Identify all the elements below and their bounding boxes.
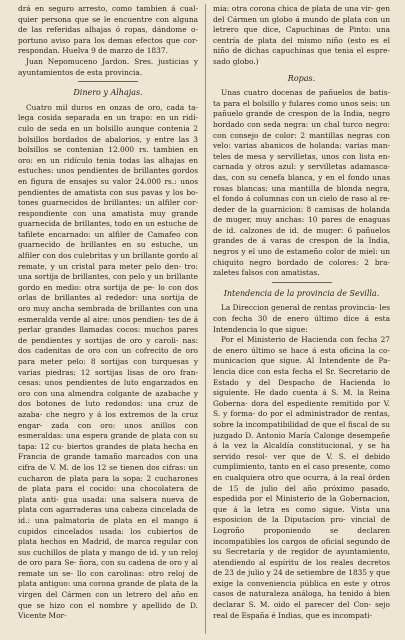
- paragraph-direccion: La Direccion general de rentas provincia- les con fecha 30 de enero último dice á esta Intendencia lo que sigue:: [213, 303, 390, 334]
- column-divider: [205, 4, 206, 634]
- left-column: [18, 4, 198, 640]
- section-heading-intendencia: Intendencia de la provincia de Sevilla.: [223, 288, 380, 298]
- section-heading-ropas: Ropas.: [287, 73, 316, 83]
- section-heading-dinero: Dinero y Alhajas.: [73, 88, 143, 98]
- paragraph-alhajas-cont: mia: otra corona chica de plata de una vir- gen del Cármen un globo á mundo de plata con un letrero que dice, Capuchinas de Pinto: una centría de plata del mismo niño (esto es el niño de dichas capuchinas que tenia el espre- sado globo.): [213, 4, 390, 66]
- paragraph-notice-end: drá en seguro arresto, como tambien á cual- quier persona que se le encuentre con alguna de las referidas alhajas ó ropas, dándome o- portuno aviso para los demas efectos que cor- respondan. Huelva 9 de marzo de 1837.: [18, 4, 198, 56]
- separator-rule: [78, 81, 138, 82]
- paragraph-ropas: Unas cuatro docenas de pañuelos de batis- ta para el bolsillo y fulares como unos seis: un pañuelo grande de crespon de la India, negro bordado con seda negra: un chal turco negro: con consejo de color: 2 mantillas negras con velo: varias abanicos de holanda: varias man- teles de mesa y servilletas, unos con lista en- carnada y otros azul: y servilletas adamasca- das, con su cenefa blanca, y en el fondo unas rosas blancas: una mantilla de blonda negra, el fondo á columnas con un cielo de raso al re- deder de la guarnicion: 8 camisas de holanda de muger, muy anchas: 10 pares de enaguas de id. calzones de id. de muger: 6 pañuelos grandes de á varas de crespon de la India, negros y el uno de estameño color de miel: un chiquito negro bordado de colores: 2 bra- zaletes falsos con amatistas.: [213, 88, 390, 278]
- paragraph-signature: Juan Nepomuceno Jardon. Sres. justicias y ayuntamientos de esta provincia.: [18, 56, 198, 77]
- paragraph-dinero-alhajas: Cuatro mil duros en onzas de oro, cada ta- lega cosida separada en un trapo: en un ridí- culo de seda en un bolsillo aunque contenia 2 bolsillos bordados de abalorios, y entre las 3 bolsillos se contenian 12.000 rs. tambien en oro: en un ridículo tenia todas las alhajas en estuches: unos pendientes de brillantes gordos en figura de ensajes su valor 24.000 rs.: unos pendientes de amatista con sus pavas y los bo- tones guarnecidos de brillantes: un alfiler cor- respondiente con una amatista muy grande guarnecida de brillantes, todo en un estuche de tafilete encarnado: un alfiler de Camafeo con guarnecido de brillantes en su estuche, un alfiler con dos culebritas y un brillante gordo al remate, y un cristal para meter pelo den- tro: una sortija de brillantes, con pelo y un brillante gordo en medio: otra sortija de pe- lo con dos orlas de brillantes al rededor: una sortija de oro muy ancha sembrada de brillantes con una esmeralda verde al aire: unos pendien- tes de á perlar grandes llamadas cocos: muchos pares de pendientes y sortijas de oro y caroli- nas: dos cadenitas de oro con un cofrecito de oro para meter pelo: 8 sortijas con turquesas y varias piedras: 12 sortijas lisas de oro fran- cesas: unos pendientes de luto engarzados en oro con una almendra colgante de azabache y dos botones de luto redondos: una cruz de azaba- che negro y á los extremos de la cruz engar- zada con oro: unos anillos con esmeraldas: una espera grande de plata con su tapa: 12 cu- biertos grandes de plata hecha en Francia de grande tamaño marcados con una cifra de V. M. de los 12 se tienen dos cifras: un cucharon de plata para la sopa: 2 cucharones de plata para el cocido: una chocolatera de plata anti- gua usada: una salsera nueva de plata con agarraderas una cabeza cincelada de id.: una palmatoria de plata en el mango á cupidos cincelados usada: los cubiertos de plata hechos en Madrid, de marca regular con sus cuchillos de plata y mango de id. y un reloj de oro para Se- ñora, con su cadena de oro y al remate un se- llo con carolinas: otro reloj de plata antiguo: una corona grande de plata de la virgen del Cármen con un letrero del año en que se hizo con el nombre y apellido de D. Vicente Mor-: [18, 102, 198, 621]
- paragraph-ministerio: Por el Ministerio de Hacienda con fecha 27 de enero último se hace á esta oficina la co- municacion que sigue. Al Intendente de Pa- lencia dice con esta fecha el Sr. Secretario de Estado y del Despacho de Hacienda lo siguiente. He dado cuenta á S. M. la Reina Goberna- dora del espediente remitido por V. S. y forma- do por el administrador de rentas, sobre la incompatibilidad de que el fiscal de su juzgado D. Antonio María Calonge desempeñe á la vez la Alcaldía constitucional, y se ha servido resol- ver que de V. S. el debido cumplimiento, tanto en el caso presente, como en cualquiera otro que ocurra, á la real órden de 15 de julio del año próximo pasado, espedida por el Ministerio de la Gobernacion, que á la letra es como sigue. Vista una esposicion de la Diputacion pro- vincial de Logroño proponiendo se declaren incompatibles los cargos de oficial segundo de su Secretaría y de regidor de ayuntamiento, atendiendo al espíritu de los reales decretos de 23 de julio y 24 de setiembre de 1835 y que exige la conveniencia pública en este y otros casos de naturaleza análoga, ha tenido á bien declarar S. M. oido el parecer del Con- sejo real de España é Indias, que es incompati-: [213, 335, 390, 620]
- separator-rule-2: [272, 282, 332, 283]
- right-column: [213, 4, 390, 640]
